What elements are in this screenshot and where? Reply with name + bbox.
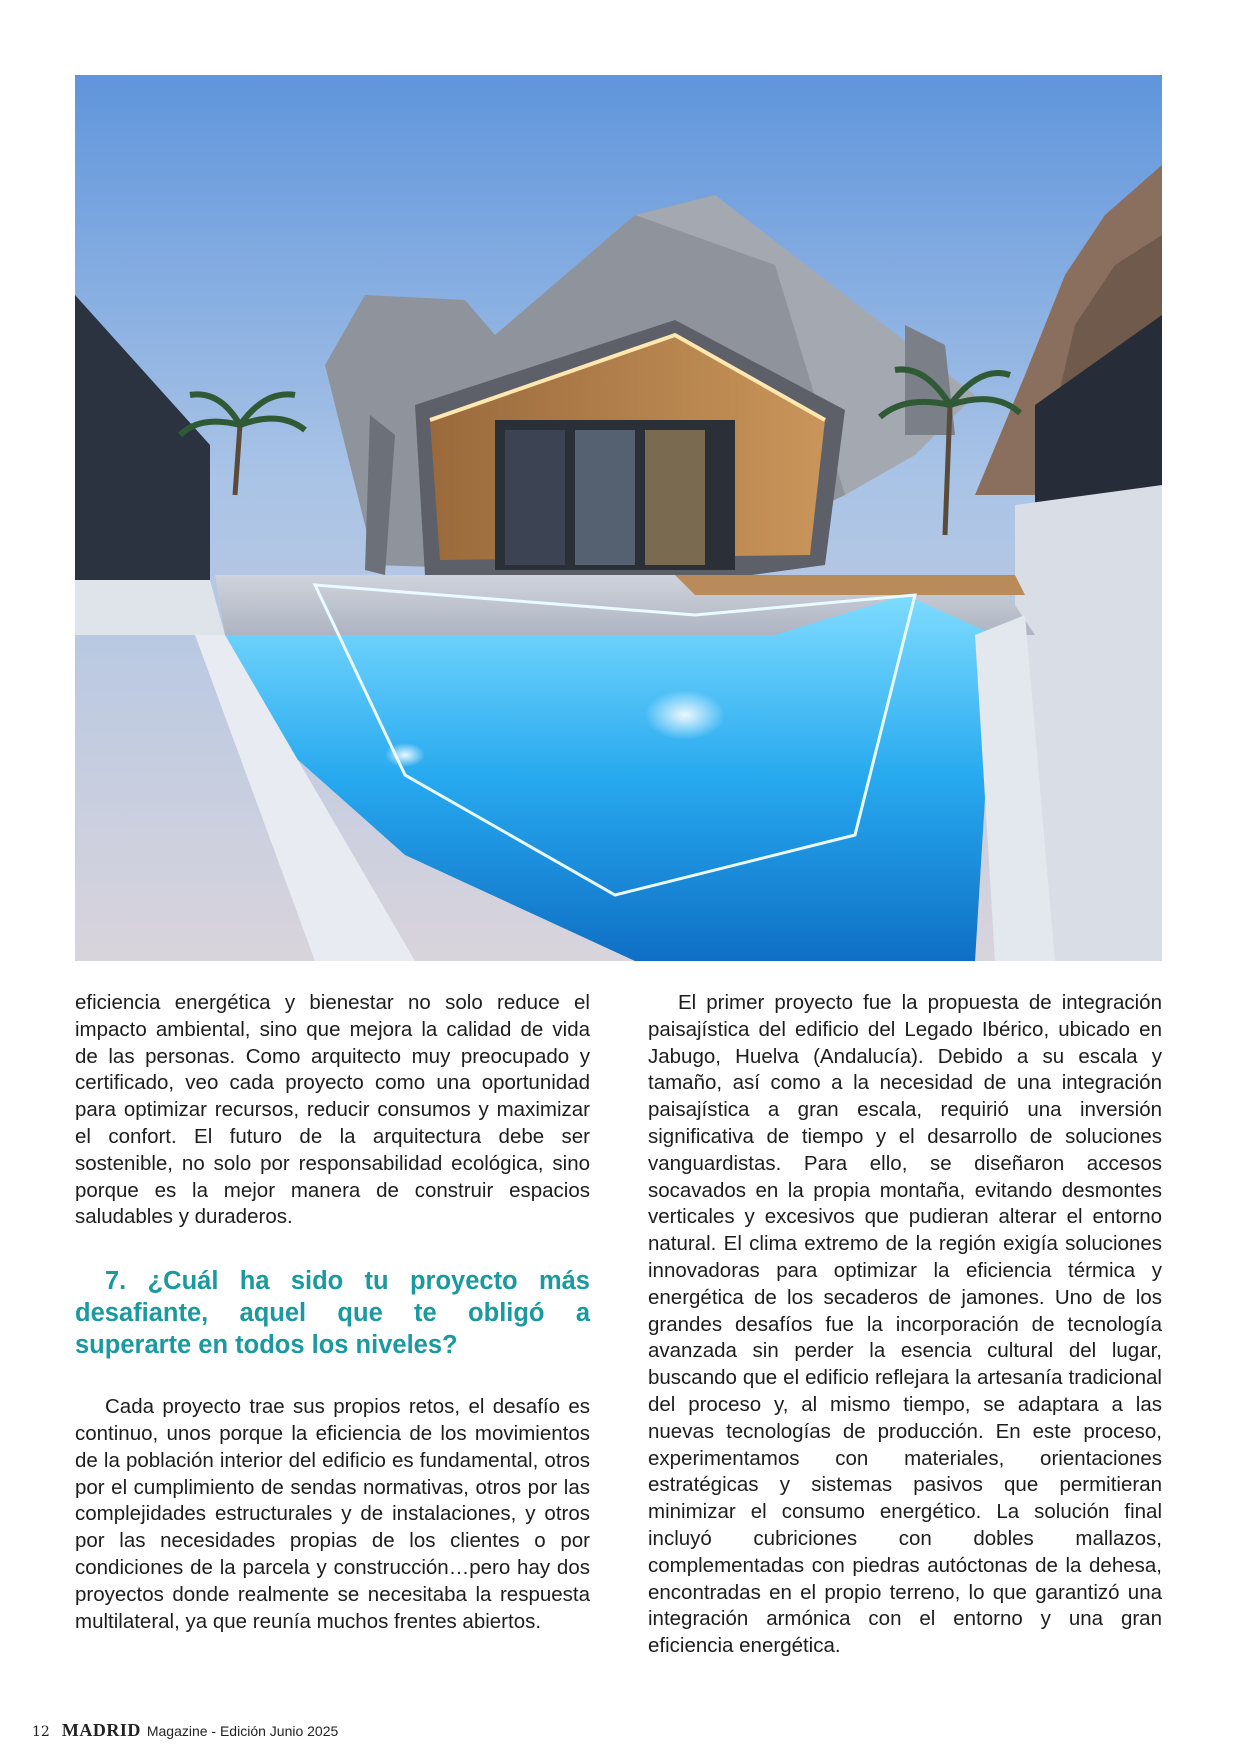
left-column: [75, 990, 590, 1635]
magazine-brand: MADRID: [61, 1720, 141, 1740]
edition-label: Magazine - Edición Junio 2025: [146, 1723, 339, 1739]
body-paragraph: Cada proyecto trae sus propios retos, el desafío es continuo, unos porque la eficiencia de los movimientos de la población interior del edificio es fundamental, otros por el cumplimiento de sendas normativas, otros por las complejidades estructurales y de instalaciones, y otros por las necesidades propias de los clientes o por condiciones de la parcela y construcción…pero hay dos proyectos donde realmente se necesitaba la respuesta multilateral, ya que reunía muchos frentes abiertos.: [75, 1395, 590, 1633]
body-paragraph: eficiencia energética y bienestar no solo reduce el impacto ambiental, sino que mejora la calidad de vida de las personas. Como arquitecto muy preocupado y certificado, veo cada proyecto como una oportunidad para optimizar recursos, reducir consumos y maximizar el confort. El futuro de la arquitectura debe ser sostenible, no solo por responsabilidad ecológica, sino porque es la mejor manera de construir espacios saludables y duraderos.: [75, 991, 590, 1229]
hero-photo: [75, 75, 1162, 961]
question-heading: 7. ¿Cuál ha sido tu proyecto más desafiante, aquel que te obligó a superarte en todos los niveles?: [75, 1267, 590, 1360]
page-number: 12: [32, 1724, 50, 1740]
body-paragraph: El primer proyecto fue la propuesta de integración paisajística del edificio del Legado Ibérico, ubicado en Jabugo, Huelva (Andalucía). Debido a su escala y tamaño, así como a la necesidad de una integración paisajística a gran escala, requirió una inversión significativa de tiempo y el desarrollo de soluciones vanguardistas. Para ello, se diseñaron accesos socavados en la propia montaña, evitando desmontes verticales y excesivos que pudieran alterar el entorno natural. El clima extremo de la región exigía soluciones innovadoras para optimizar la eficiencia térmica y energética de los secaderos de jamones. Uno de los grandes desafíos fue la incorporación de tecnología avanzada sin perder la esencia cultural del lugar, buscando que el edificio reflejara la artesanía tradicional del proceso y, al mismo tiempo, se adaptara a las nuevas tecnologías de producción. En este proceso, experimentamos con materiales, orientaciones estratégicas y sistemas pasivos que permitieran minimizar el consumo energético. La solución final incluyó cubriciones con dobles mallazos, complementadas con piedras autóctonas de la dehesa, encontradas en el propio terreno, lo que garantizó una integración armónica con el entorno y una gran eficiencia energética.: [648, 991, 1162, 1658]
page-footer: [32, 1720, 338, 1741]
right-column: [648, 990, 1162, 1660]
